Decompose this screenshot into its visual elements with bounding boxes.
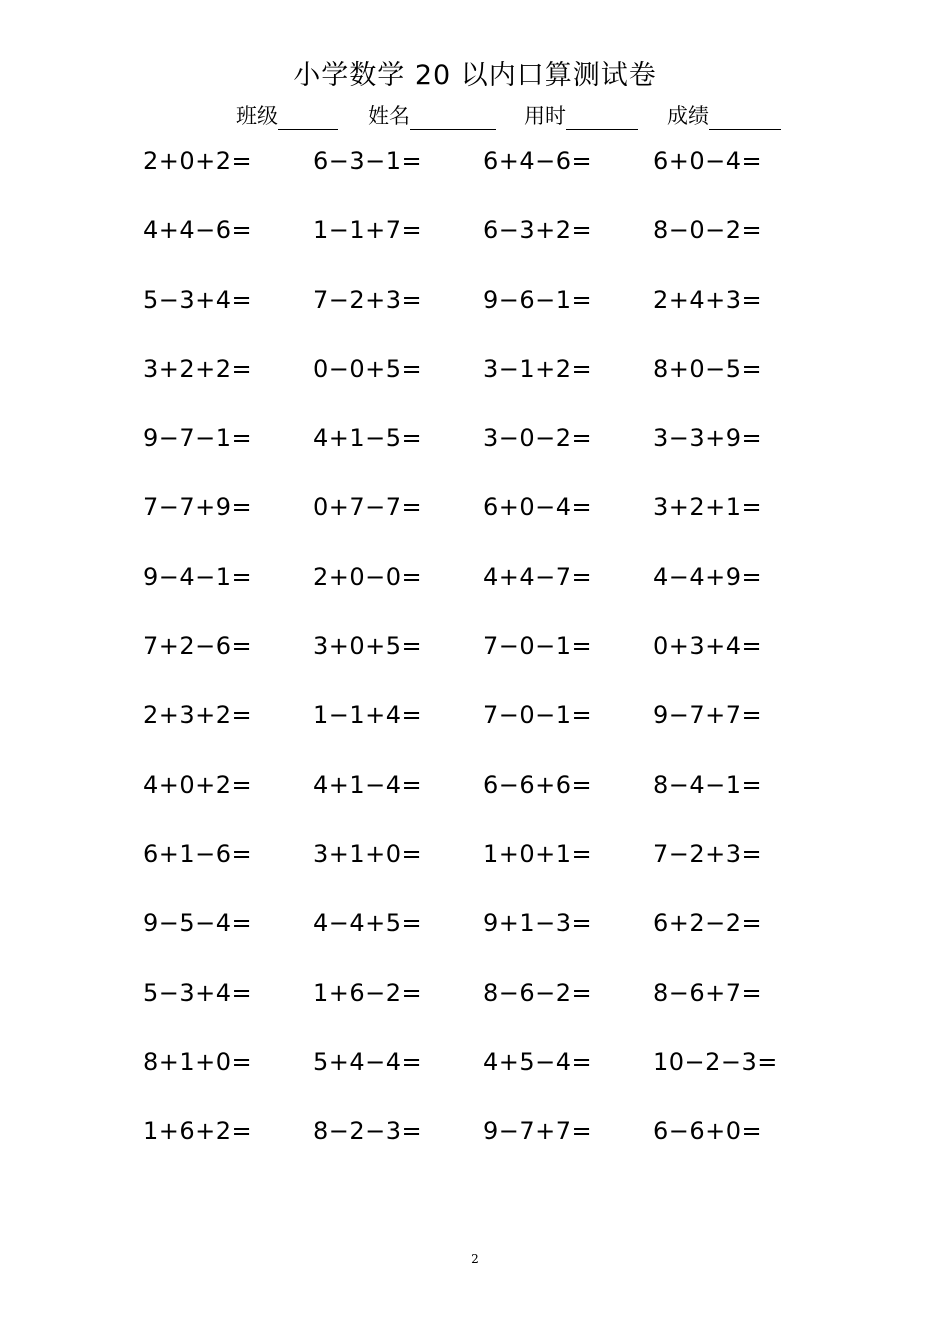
arithmetic-problem: 9−6−1=	[483, 285, 593, 314]
arithmetic-problem: 3+1+0=	[313, 839, 423, 868]
problem-row	[143, 556, 843, 625]
name-label: 姓名	[368, 104, 410, 128]
arithmetic-problem: 1+0+1=	[483, 839, 593, 868]
arithmetic-problem: 9−4−1=	[143, 562, 253, 591]
problem-row	[143, 348, 843, 417]
arithmetic-problem: 6+0−4=	[483, 493, 593, 522]
arithmetic-problem: 5−3+4=	[143, 978, 253, 1007]
arithmetic-problem: 8−6−2=	[483, 978, 593, 1007]
problem-row	[143, 902, 843, 971]
problem-row	[143, 140, 843, 209]
arithmetic-problem: 7−0−1=	[483, 632, 593, 661]
arithmetic-problem: 4−4+9=	[653, 562, 763, 591]
arithmetic-problem: 0+3+4=	[653, 632, 763, 661]
arithmetic-problem: 3+2+2=	[143, 354, 253, 383]
time-label: 用时	[524, 104, 566, 128]
arithmetic-problem: 4−4+5=	[313, 909, 423, 938]
arithmetic-problem: 1−1+7=	[313, 216, 423, 245]
arithmetic-problem: 1+6+2=	[143, 1117, 253, 1146]
problem-row	[143, 1041, 843, 1110]
score-blank-line[interactable]	[709, 100, 781, 130]
score-field[interactable]	[667, 100, 781, 132]
arithmetic-problem: 4+4−6=	[143, 216, 253, 245]
arithmetic-problem: 6+2−2=	[653, 909, 763, 938]
arithmetic-problem: 3−0−2=	[483, 424, 593, 453]
arithmetic-problem: 4+1−5=	[313, 424, 423, 453]
class-label: 班级	[236, 104, 278, 128]
arithmetic-problem: 6+4−6=	[483, 147, 593, 175]
problem-row	[143, 1110, 843, 1179]
arithmetic-problem: 5+4−4=	[313, 1047, 423, 1076]
arithmetic-problem: 4+0+2=	[143, 770, 253, 799]
arithmetic-problem: 8+0−5=	[653, 354, 763, 383]
arithmetic-problem: 1−1+4=	[313, 701, 423, 730]
arithmetic-problem: 4+4−7=	[483, 562, 593, 591]
page-number: 2	[471, 1252, 479, 1266]
arithmetic-problem: 0−0+5=	[313, 354, 423, 383]
arithmetic-problem: 4+5−4=	[483, 1047, 593, 1076]
class-blank-line[interactable]	[278, 100, 338, 130]
arithmetic-problem: 7−7+9=	[143, 493, 253, 522]
arithmetic-problem: 10−2−3=	[653, 1047, 778, 1076]
arithmetic-problem: 5−3+4=	[143, 285, 253, 314]
arithmetic-problem: 2+0−0=	[313, 562, 423, 591]
arithmetic-problem: 1+6−2=	[313, 978, 423, 1007]
arithmetic-problem: 8−6+7=	[653, 978, 763, 1007]
problem-grid	[143, 140, 843, 1179]
name-blank-line[interactable]	[410, 100, 496, 130]
arithmetic-problem: 9+1−3=	[483, 909, 593, 938]
problem-row	[143, 972, 843, 1041]
arithmetic-problem: 7−2+3=	[313, 285, 423, 314]
arithmetic-problem: 6+0−4=	[653, 147, 763, 175]
arithmetic-problem: 9−7+7=	[653, 701, 763, 730]
arithmetic-problem: 6−3+2=	[483, 216, 593, 245]
time-field[interactable]	[524, 100, 638, 132]
problem-row	[143, 417, 843, 486]
arithmetic-problem: 9−7−1=	[143, 424, 253, 453]
problem-row	[143, 764, 843, 833]
problem-row	[143, 694, 843, 763]
problem-row	[143, 486, 843, 555]
arithmetic-problem: 3−3+9=	[653, 424, 763, 453]
arithmetic-problem: 2+0+2=	[143, 147, 253, 175]
arithmetic-problem: 3+2+1=	[653, 493, 763, 522]
arithmetic-problem: 8−0−2=	[653, 216, 763, 245]
arithmetic-problem: 8−2−3=	[313, 1117, 423, 1146]
problem-row	[143, 279, 843, 348]
arithmetic-problem: 9−5−4=	[143, 909, 253, 938]
arithmetic-problem: 2+4+3=	[653, 285, 763, 314]
arithmetic-problem: 0+7−7=	[313, 493, 423, 522]
time-blank-line[interactable]	[566, 100, 638, 130]
arithmetic-problem: 7−2+3=	[653, 839, 763, 868]
arithmetic-problem: 3−1+2=	[483, 354, 593, 383]
class-field[interactable]	[236, 100, 338, 132]
arithmetic-problem: 4+1−4=	[313, 770, 423, 799]
arithmetic-problem: 6+1−6=	[143, 839, 253, 868]
arithmetic-problem: 6−3−1=	[313, 147, 423, 175]
arithmetic-problem: 6−6+0=	[653, 1117, 763, 1146]
problem-row	[143, 209, 843, 278]
arithmetic-problem: 2+3+2=	[143, 701, 253, 730]
arithmetic-problem: 8−4−1=	[653, 770, 763, 799]
arithmetic-problem: 7+2−6=	[143, 632, 253, 661]
arithmetic-problem: 7−0−1=	[483, 701, 593, 730]
arithmetic-problem: 8+1+0=	[143, 1047, 253, 1076]
arithmetic-problem: 6−6+6=	[483, 770, 593, 799]
arithmetic-problem: 3+0+5=	[313, 632, 423, 661]
arithmetic-problem: 9−7+7=	[483, 1117, 593, 1146]
problem-row	[143, 833, 843, 902]
problem-row	[143, 625, 843, 694]
name-field[interactable]	[368, 100, 496, 132]
score-label: 成绩	[667, 104, 709, 128]
page-title: 小学数学 20 以内口算测试卷	[293, 60, 657, 91]
